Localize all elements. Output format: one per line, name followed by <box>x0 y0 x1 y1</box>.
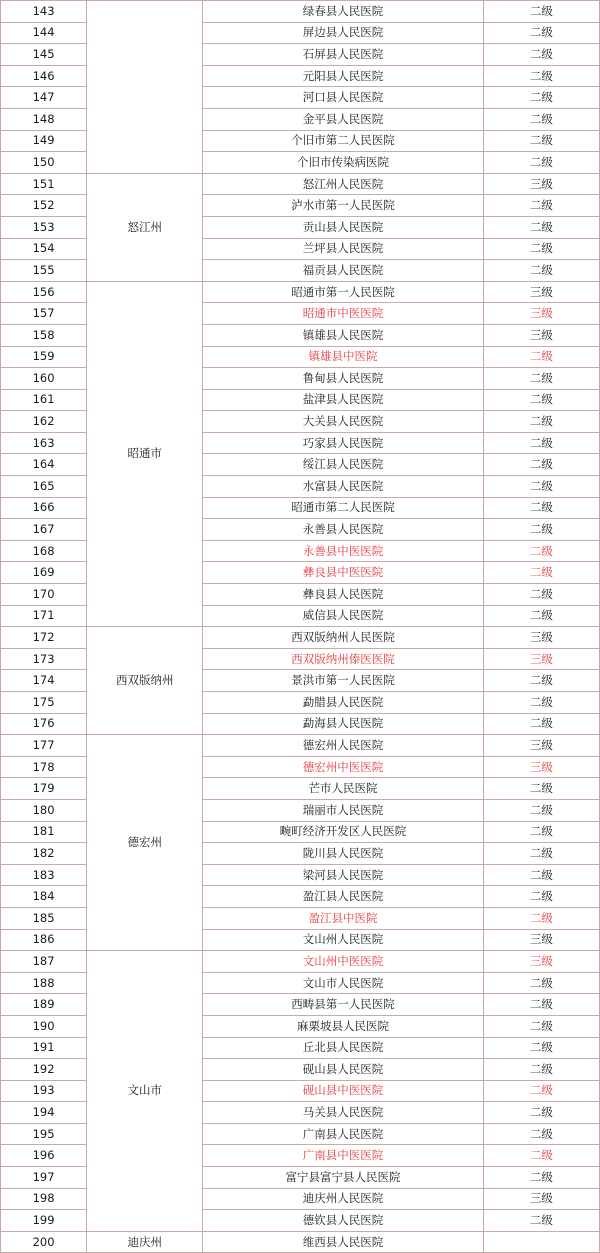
hospital-name: 屏边县人民医院 <box>203 22 483 44</box>
row-index: 189 <box>1 994 87 1016</box>
hospital-name: 盈江县人民医院 <box>203 886 483 908</box>
hospital-level: 三级 <box>483 303 599 325</box>
hospital-name: 马关县人民医院 <box>203 1102 483 1124</box>
hospital-name: 昭通市第二人民医院 <box>203 497 483 519</box>
region-cell: 德宏州 <box>87 735 203 951</box>
hospital-name: 迪庆州人民医院 <box>203 1188 483 1210</box>
row-index: 191 <box>1 1037 87 1059</box>
row-index: 156 <box>1 281 87 303</box>
table-row <box>1 1 600 23</box>
row-index: 195 <box>1 1123 87 1145</box>
row-index: 144 <box>1 22 87 44</box>
hospital-level: 二级 <box>483 152 599 174</box>
row-index: 168 <box>1 540 87 562</box>
row-index: 164 <box>1 454 87 476</box>
hospital-name: 勐海县人民医院 <box>203 713 483 735</box>
hospital-level: 二级 <box>483 843 599 865</box>
hospital-level: 三级 <box>483 951 599 973</box>
hospital-name: 彝良县人民医院 <box>203 584 483 606</box>
hospital-level: 二级 <box>483 778 599 800</box>
hospital-level: 二级 <box>483 1123 599 1145</box>
hospital-level: 二级 <box>483 1037 599 1059</box>
hospital-name: 畹町经济开发区人民医院 <box>203 821 483 843</box>
hospital-level: 二级 <box>483 130 599 152</box>
hospital-level: 二级 <box>483 799 599 821</box>
hospital-level: 二级 <box>483 692 599 714</box>
row-index: 150 <box>1 152 87 174</box>
hospital-level: 二级 <box>483 1210 599 1232</box>
table-row <box>1 951 600 973</box>
row-index: 186 <box>1 929 87 951</box>
hospital-name: 盈江县中医院 <box>203 907 483 929</box>
hospital-name: 昭通市中医医院 <box>203 303 483 325</box>
row-index: 161 <box>1 389 87 411</box>
hospital-level: 二级 <box>483 454 599 476</box>
row-index: 148 <box>1 108 87 130</box>
hospital-level: 二级 <box>483 389 599 411</box>
hospital-name: 广南县中医医院 <box>203 1145 483 1167</box>
row-index: 188 <box>1 972 87 994</box>
row-index: 178 <box>1 756 87 778</box>
hospital-name: 陇川县人民医院 <box>203 843 483 865</box>
hospital-name: 威信县人民医院 <box>203 605 483 627</box>
hospital-name: 西双版纳州傣医医院 <box>203 648 483 670</box>
hospital-name: 河口县人民医院 <box>203 87 483 109</box>
hospital-name: 福贡县人民医院 <box>203 260 483 282</box>
row-index: 167 <box>1 519 87 541</box>
hospital-name: 德宏州中医医院 <box>203 756 483 778</box>
row-index: 159 <box>1 346 87 368</box>
row-index: 158 <box>1 324 87 346</box>
hospital-level: 二级 <box>483 821 599 843</box>
hospital-level: 三级 <box>483 735 599 757</box>
row-index: 155 <box>1 260 87 282</box>
hospital-level: 二级 <box>483 1080 599 1102</box>
row-index: 170 <box>1 584 87 606</box>
hospital-name: 泸水市第一人民医院 <box>203 195 483 217</box>
hospital-name: 瑞丽市人民医院 <box>203 799 483 821</box>
hospital-level: 三级 <box>483 324 599 346</box>
row-index: 149 <box>1 130 87 152</box>
hospital-level: 二级 <box>483 994 599 1016</box>
hospital-name: 德钦县人民医院 <box>203 1210 483 1232</box>
region-cell <box>87 1 203 174</box>
hospital-name: 德宏州人民医院 <box>203 735 483 757</box>
hospital-level: 二级 <box>483 260 599 282</box>
row-index: 196 <box>1 1145 87 1167</box>
hospital-name: 镇雄县中医院 <box>203 346 483 368</box>
row-index: 160 <box>1 368 87 390</box>
hospital-name: 维西县人民医院 <box>203 1231 483 1253</box>
hospital-name: 昭通市第一人民医院 <box>203 281 483 303</box>
hospital-name: 西双版纳州人民医院 <box>203 627 483 649</box>
row-index: 185 <box>1 907 87 929</box>
row-index: 153 <box>1 216 87 238</box>
region-cell: 昭通市 <box>87 281 203 627</box>
row-index: 197 <box>1 1167 87 1189</box>
hospital-name: 个旧市第二人民医院 <box>203 130 483 152</box>
hospital-level: 三级 <box>483 1188 599 1210</box>
row-index: 173 <box>1 648 87 670</box>
hospital-level: 二级 <box>483 1167 599 1189</box>
table-row <box>1 627 600 649</box>
hospital-name: 永善县中医医院 <box>203 540 483 562</box>
row-index: 183 <box>1 864 87 886</box>
hospital-level: 二级 <box>483 497 599 519</box>
hospital-name: 镇雄县人民医院 <box>203 324 483 346</box>
table-row <box>1 735 600 757</box>
hospital-level: 二级 <box>483 432 599 454</box>
row-index: 152 <box>1 195 87 217</box>
row-index: 147 <box>1 87 87 109</box>
hospital-name: 盐津县人民医院 <box>203 389 483 411</box>
row-index: 165 <box>1 476 87 498</box>
hospital-level: 三级 <box>483 756 599 778</box>
hospital-level: 二级 <box>483 562 599 584</box>
table-row <box>1 281 600 303</box>
hospital-level: 三级 <box>483 173 599 195</box>
region-cell: 怒江州 <box>87 173 203 281</box>
table-row <box>1 173 600 195</box>
hospital-level: 二级 <box>483 65 599 87</box>
hospital-level: 二级 <box>483 584 599 606</box>
hospital-name: 鲁甸县人民医院 <box>203 368 483 390</box>
row-index: 151 <box>1 173 87 195</box>
hospital-name: 文山州人民医院 <box>203 929 483 951</box>
row-index: 180 <box>1 799 87 821</box>
row-index: 169 <box>1 562 87 584</box>
row-index: 163 <box>1 432 87 454</box>
hospital-level: 二级 <box>483 540 599 562</box>
hospital-level: 二级 <box>483 22 599 44</box>
hospital-name: 贡山县人民医院 <box>203 216 483 238</box>
hospital-name: 巧家县人民医院 <box>203 432 483 454</box>
hospital-level: 三级 <box>483 648 599 670</box>
hospital-level: 二级 <box>483 1 599 23</box>
row-index: 175 <box>1 692 87 714</box>
hospital-name: 兰坪县人民医院 <box>203 238 483 260</box>
hospital-level: 二级 <box>483 670 599 692</box>
hospital-level: 二级 <box>483 972 599 994</box>
row-index: 145 <box>1 44 87 66</box>
region-cell: 迪庆州 <box>87 1231 203 1253</box>
hospital-name: 怒江州人民医院 <box>203 173 483 195</box>
hospital-level: 二级 <box>483 886 599 908</box>
hospital-level: 三级 <box>483 281 599 303</box>
hospital-name: 绥江县人民医院 <box>203 454 483 476</box>
hospital-name: 永善县人民医院 <box>203 519 483 541</box>
row-index: 162 <box>1 411 87 433</box>
row-index: 154 <box>1 238 87 260</box>
row-index: 194 <box>1 1102 87 1124</box>
row-index: 190 <box>1 1015 87 1037</box>
hospital-level: 二级 <box>483 368 599 390</box>
row-index: 143 <box>1 1 87 23</box>
hospital-name: 景洪市第一人民医院 <box>203 670 483 692</box>
hospital-level: 二级 <box>483 476 599 498</box>
row-index: 174 <box>1 670 87 692</box>
hospital-name: 水富县人民医院 <box>203 476 483 498</box>
row-index: 199 <box>1 1210 87 1232</box>
hospital-level: 二级 <box>483 907 599 929</box>
hospital-level: 二级 <box>483 864 599 886</box>
hospital-level: 二级 <box>483 44 599 66</box>
hospital-level: 二级 <box>483 519 599 541</box>
row-index: 172 <box>1 627 87 649</box>
hospital-level: 二级 <box>483 87 599 109</box>
hospital-level: 二级 <box>483 605 599 627</box>
row-index: 184 <box>1 886 87 908</box>
region-cell: 西双版纳州 <box>87 627 203 735</box>
region-cell: 文山市 <box>87 951 203 1232</box>
row-index: 181 <box>1 821 87 843</box>
hospital-name: 大关县人民医院 <box>203 411 483 433</box>
row-index: 166 <box>1 497 87 519</box>
hospital-name: 文山市人民医院 <box>203 972 483 994</box>
row-index: 179 <box>1 778 87 800</box>
hospital-name: 砚山县人民医院 <box>203 1059 483 1081</box>
hospital-level: 三级 <box>483 929 599 951</box>
row-index: 177 <box>1 735 87 757</box>
row-index: 182 <box>1 843 87 865</box>
row-index: 146 <box>1 65 87 87</box>
hospital-level: 二级 <box>483 1015 599 1037</box>
hospital-level: 二级 <box>483 195 599 217</box>
hospital-name: 勐腊县人民医院 <box>203 692 483 714</box>
table-row <box>1 1231 600 1253</box>
hospital-name: 绿春县人民医院 <box>203 1 483 23</box>
hospital-name: 麻栗坡县人民医院 <box>203 1015 483 1037</box>
hospital-name: 彝良县中医医院 <box>203 562 483 584</box>
hospital-name: 广南县人民医院 <box>203 1123 483 1145</box>
hospital-level: 二级 <box>483 713 599 735</box>
hospital-level: 二级 <box>483 216 599 238</box>
row-index: 176 <box>1 713 87 735</box>
hospital-name: 梁河县人民医院 <box>203 864 483 886</box>
hospital-level <box>483 1231 599 1253</box>
hospital-level: 三级 <box>483 627 599 649</box>
hospital-name: 砚山县中医医院 <box>203 1080 483 1102</box>
hospital-level: 二级 <box>483 1059 599 1081</box>
hospital-level: 二级 <box>483 1145 599 1167</box>
hospital-name: 富宁县富宁县人民医院 <box>203 1167 483 1189</box>
hospital-name: 芒市人民医院 <box>203 778 483 800</box>
row-index: 198 <box>1 1188 87 1210</box>
row-index: 171 <box>1 605 87 627</box>
hospital-level: 二级 <box>483 238 599 260</box>
row-index: 157 <box>1 303 87 325</box>
hospital-level: 二级 <box>483 411 599 433</box>
hospital-name: 文山州中医医院 <box>203 951 483 973</box>
hospital-level: 二级 <box>483 1102 599 1124</box>
hospital-name: 个旧市传染病医院 <box>203 152 483 174</box>
hospital-name: 石屏县人民医院 <box>203 44 483 66</box>
hospital-name: 丘北县人民医院 <box>203 1037 483 1059</box>
hospital-level: 二级 <box>483 108 599 130</box>
table-body <box>1 1 600 1253</box>
hospital-name: 西畴县第一人民医院 <box>203 994 483 1016</box>
row-index: 193 <box>1 1080 87 1102</box>
hospital-name: 元阳县人民医院 <box>203 65 483 87</box>
row-index: 187 <box>1 951 87 973</box>
hospital-name: 金平县人民医院 <box>203 108 483 130</box>
row-index: 192 <box>1 1059 87 1081</box>
row-index: 200 <box>1 1231 87 1253</box>
hospital-level: 二级 <box>483 346 599 368</box>
